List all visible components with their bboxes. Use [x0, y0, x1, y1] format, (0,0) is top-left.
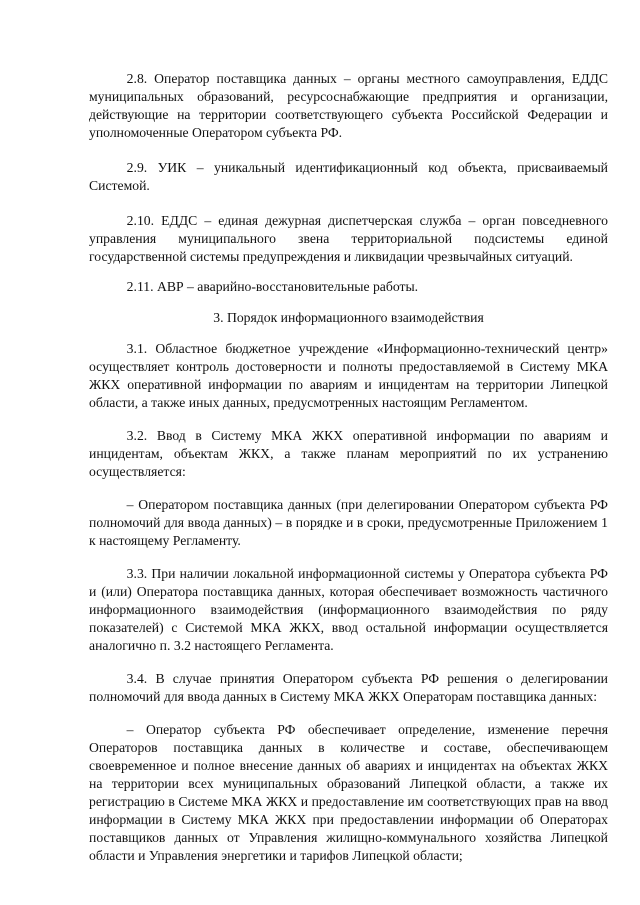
paragraph-2-10: 2.10. ЕДДС – единая дежурная диспетчерская служба – орган повседневного управления муниципального звена территориальной подсистемы единой государственной системы предупреждения и ликвидации чрезвычайных ситуаций.	[89, 213, 608, 264]
paragraph-3-4-item: – Оператор субъекта РФ обеспечивает определение, изменение перечня Операторов поставщика данных в количестве и составе, обеспечивающем своевременное и полное внесение данных об авариях и инцидентах на объектах ЖКХ на территории всех муниципальных образований Липецкой области, а также их регистрацию в Системе МКА ЖКХ и предоставление им соответствующих прав на ввод информации в Систему МКА ЖКХ при предоставлении информации об Операторах поставщиков данных от Управления жилищно-коммунального хозяйства Липецкой области и Управления энергетики и тарифов Липецкой области;	[89, 722, 608, 863]
paragraph-3-1: 3.1. Областное бюджетное учреждение «Информационно-технический центр» осуществляет контроль достоверности и полноты предоставляемой в Систему МКА ЖКХ оперативной информации по авариям и инцидентам на территории Липецкой области, а также иных данных, предусмотренных настоящим Регламентом.	[89, 341, 608, 410]
paragraph-3-2-item: – Оператором поставщика данных (при делегировании Оператором субъекта РФ полномочий для ввода данных) – в порядке и в сроки, предусмотренные Приложением 1 к настоящему Регламенту.	[89, 497, 608, 548]
paragraph-2-9: 2.9. УИК – уникальный идентификационный код объекта, присваиваемый Системой.	[89, 160, 608, 193]
paragraph-2-11: 2.11. АВР – аварийно-восстановительные работы.	[126, 279, 419, 294]
section-heading: 3. Порядок информационного взаимодействия	[213, 310, 484, 325]
paragraph-3-4: 3.4. В случае принятия Оператором субъекта РФ решения о делегировании полномочий для ввода данных в Систему МКА ЖКХ Операторам поставщика данных:	[89, 671, 608, 704]
paragraph-2-8: 2.8. Оператор поставщика данных – органы местного самоуправления, ЕДДС муниципальных образований, ресурсоснабжающие предприятия и организации, действующие на территории соответствующего субъекта Российской Федерации и уполномоченные Оператором субъекта РФ.	[89, 71, 608, 140]
paragraph-3-3: 3.3. При наличии локальной информационной системы у Оператора субъекта РФ и (или) Оператора поставщика данных, которая обеспечивает возможность частичного информационного взаимодействия (информационного взаимодействия по ряду показателей) с Системой МКА ЖКХ, ввод остальной информации осуществляется аналогично п. 3.2 настоящего Регламента.	[89, 566, 608, 653]
paragraph-3-2: 3.2. Ввод в Систему МКА ЖКХ оперативной информации по авариям и инцидентам, объектам ЖКХ, а также планам мероприятий по их устранению осуществляется:	[89, 428, 608, 479]
